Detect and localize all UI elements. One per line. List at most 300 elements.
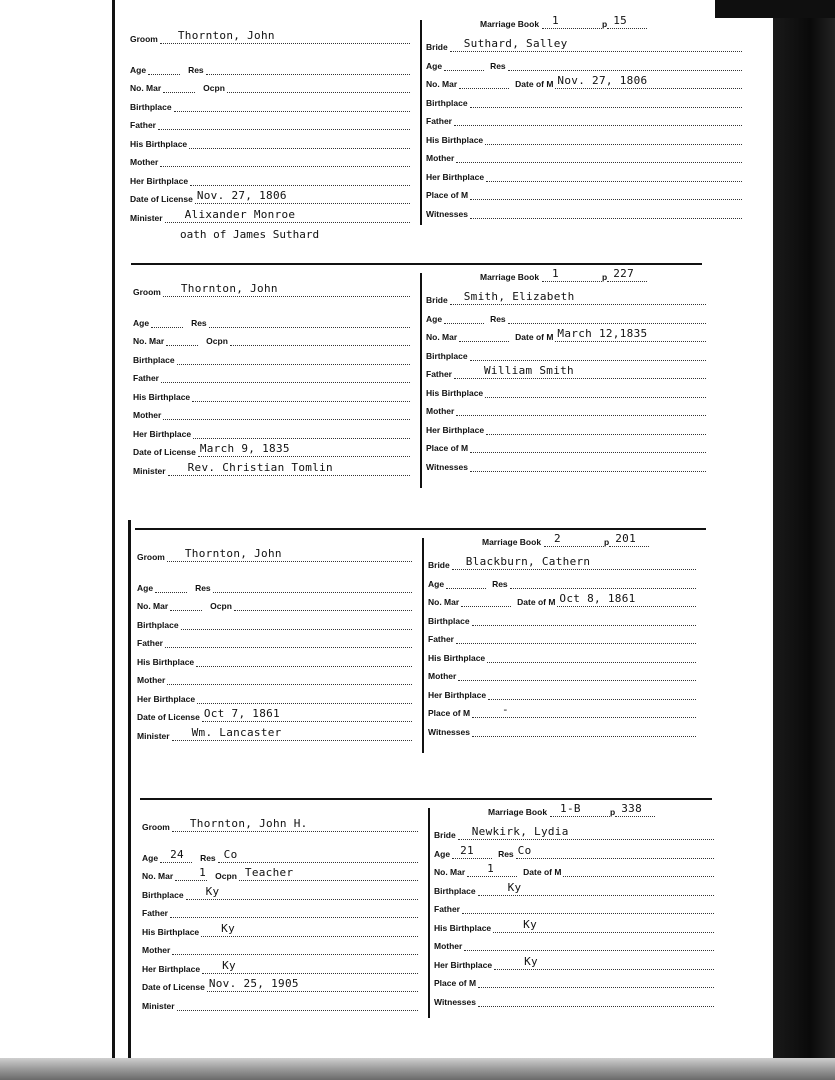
bride-label: Bride	[426, 295, 448, 305]
no_mar-label: No. Mar	[137, 601, 169, 611]
groom-field-row	[133, 312, 410, 328]
minister-value: Alixander Monroe	[184, 207, 296, 221]
birthplace-label: Birthplace	[426, 350, 468, 361]
groom-field-row	[142, 921, 418, 937]
mother-label: Mother	[142, 945, 171, 955]
father-field	[158, 117, 410, 130]
witnesses-field	[470, 459, 706, 472]
place_of_m-field	[470, 440, 706, 453]
no_mar-field	[467, 864, 517, 877]
res-field	[206, 62, 410, 75]
father-label: Father	[434, 904, 460, 914]
bride-field	[458, 827, 714, 840]
no_mar-field	[459, 76, 509, 89]
birthplace-value: Ky	[205, 884, 220, 898]
groom-field-row	[130, 77, 410, 93]
bride-field-row	[428, 684, 696, 700]
bride-field-row	[426, 419, 706, 435]
his_birthplace-field	[201, 921, 418, 937]
license-value: Nov. 25, 1905	[208, 977, 299, 990]
father-field	[454, 113, 742, 126]
her_birthplace-label: Her Birthplace	[426, 171, 485, 182]
date_of_m-label: Date of M	[517, 597, 556, 607]
bride-label: Bride	[426, 42, 448, 52]
age-field	[444, 311, 484, 324]
groom-field-row	[137, 632, 412, 648]
groom-field-row	[142, 847, 418, 863]
date_of_m-field	[563, 864, 714, 877]
groom-field-row	[137, 577, 412, 593]
license-value: March 9, 1835	[199, 442, 290, 455]
his_birthplace-field	[485, 385, 706, 398]
age-label: Age	[426, 60, 443, 71]
date_of_m-value: Oct 8, 1861	[559, 592, 636, 605]
ocpn-field	[239, 868, 418, 881]
her_birthplace-field	[193, 426, 410, 439]
res-label: Res	[498, 848, 514, 859]
record-separator-line	[135, 528, 706, 530]
her_birthplace-field	[486, 422, 706, 435]
mother-field	[163, 407, 410, 420]
page-number-field	[615, 804, 655, 817]
page-number: 338	[621, 802, 643, 815]
her_birthplace-label: Her Birthplace	[137, 693, 196, 704]
bride-field-row	[426, 36, 742, 52]
groom-field	[160, 31, 410, 44]
bride-field-row	[426, 184, 742, 200]
mother-field	[160, 154, 410, 167]
res-field	[209, 315, 410, 328]
b_his_birthplace-value: Ky	[523, 917, 538, 931]
bride-field-row	[426, 382, 706, 398]
bride-field-row	[434, 861, 714, 877]
groom-field-row	[137, 688, 412, 704]
age-label: Age	[130, 64, 147, 75]
no_mar-label: No. Mar	[142, 871, 174, 881]
her_birthplace-field	[197, 691, 412, 704]
bride-field-row	[434, 954, 714, 970]
groom-field-row	[137, 706, 412, 722]
birthplace-field	[174, 99, 410, 112]
ocpn-label: Ocpn	[203, 83, 225, 93]
groom-field-row	[137, 651, 412, 667]
bride-field-row	[428, 610, 696, 626]
birthplace-label: Birthplace	[130, 101, 172, 112]
groom-value: Thornton, John	[180, 282, 278, 295]
age-field	[148, 62, 180, 75]
bride-field-row	[428, 702, 696, 718]
mother-field	[172, 942, 418, 955]
father-label: Father	[426, 369, 452, 379]
minister-field	[165, 207, 410, 223]
minister-label: Minister	[133, 465, 166, 476]
book-number-field	[550, 804, 610, 817]
page-number-field	[607, 16, 647, 29]
res-value: Co	[223, 847, 238, 861]
ocpn-label: Ocpn	[206, 336, 228, 346]
marriage-book-label: Marriage Book	[480, 272, 540, 282]
b_birthplace-value: Ky	[507, 880, 522, 894]
father-label: Father	[137, 638, 163, 648]
witnesses-label: Witnesses	[434, 996, 476, 1007]
date_of_license-field	[198, 444, 410, 457]
no_mar-field	[166, 333, 198, 346]
her_birthplace-value: Ky	[222, 958, 236, 972]
bride-field-row	[428, 573, 696, 589]
no_mar-label: No. Mar	[130, 83, 162, 93]
place_of_m-label: Place of M	[434, 978, 477, 988]
res-field	[508, 311, 706, 324]
bride-field-row	[428, 721, 696, 737]
witnesses-label: Witnesses	[428, 726, 470, 737]
groom-field-row	[142, 958, 418, 974]
bride-field-row	[426, 308, 706, 324]
father-label: Father	[428, 634, 454, 644]
bride-field	[450, 39, 742, 52]
groom-field-row	[133, 367, 410, 383]
date_of_m-label: Date of M	[523, 867, 562, 877]
witnesses-field	[470, 206, 742, 219]
groom-field-row	[133, 460, 410, 476]
b_res-value: Co	[517, 843, 532, 857]
place_of_m-field	[478, 975, 714, 988]
no_mar-label: No. Mar	[428, 597, 460, 607]
his_birthplace-label: His Birthplace	[428, 652, 486, 663]
witnesses-label: Witnesses	[426, 208, 468, 219]
no_mar-label: No. Mar	[426, 332, 458, 342]
date_of_license-label: Date of License	[142, 982, 205, 992]
res-label: Res	[490, 313, 506, 324]
column-divider	[428, 808, 430, 1018]
her_birthplace-label: Her Birthplace	[426, 424, 485, 435]
age-field	[155, 580, 187, 593]
bride-field	[452, 557, 696, 570]
groom-field-row	[133, 281, 410, 297]
record-separator-line	[140, 798, 712, 800]
bride-field-row	[434, 898, 714, 914]
minister-field	[177, 998, 418, 1011]
her_birthplace-label: Her Birthplace	[428, 689, 487, 700]
minister-value: Wm. Lancaster	[191, 725, 282, 739]
no_mar-field	[170, 598, 202, 611]
age-label: Age	[434, 848, 451, 859]
father-label: Father	[133, 373, 159, 383]
no_mar-value: 1	[199, 866, 207, 879]
bride-value: Smith, Elizabeth	[463, 290, 575, 303]
book-number: 1	[552, 14, 559, 27]
bride-field-row	[426, 437, 706, 453]
mother-field	[458, 668, 696, 681]
bride-field-row	[428, 628, 696, 644]
bride-field-row	[426, 147, 742, 163]
no_mar-field	[175, 868, 207, 881]
his_birthplace-field	[485, 132, 742, 145]
bride-field-row	[426, 110, 742, 126]
groom-field-row	[137, 725, 412, 741]
bride-field-row	[434, 935, 714, 951]
res-field	[516, 843, 714, 859]
marriage-record-card	[131, 265, 712, 505]
groom-value: Thornton, John	[177, 29, 275, 42]
column-divider	[420, 20, 422, 225]
groom-field-row	[137, 669, 412, 685]
groom-field-row	[130, 96, 410, 112]
birthplace-label: Birthplace	[137, 619, 179, 630]
groom-field-row	[142, 884, 418, 900]
date_of_m-field	[555, 76, 742, 89]
birthplace-field	[470, 348, 706, 361]
page-label: p	[610, 807, 616, 817]
res-label: Res	[200, 852, 216, 863]
marriage-book-label: Marriage Book	[480, 19, 540, 29]
birthplace-label: Birthplace	[428, 615, 470, 626]
bride-field-row	[428, 647, 696, 663]
marriage-book-ref	[480, 16, 647, 29]
ocpn-label: Ocpn	[210, 601, 232, 611]
page-edge-line	[112, 0, 115, 1080]
date_of_license-label: Date of License	[130, 194, 193, 204]
no_mar-field	[459, 329, 509, 342]
date_of_license-field	[195, 191, 410, 204]
bride-value: Newkirk, Lydia	[471, 825, 569, 838]
bride-field-row	[426, 73, 742, 89]
mother-label: Mother	[426, 153, 455, 163]
b_age-value: 21	[460, 843, 474, 857]
minister-label: Minister	[130, 212, 163, 223]
groom-field-row	[142, 939, 418, 955]
date_of_m-label: Date of M	[515, 79, 554, 89]
page-number-field	[607, 269, 647, 282]
her_birthplace-field	[488, 687, 696, 700]
book-number: 1-B	[560, 802, 581, 815]
father-field	[456, 631, 696, 644]
res-label: Res	[188, 64, 204, 75]
witnesses-label: Witnesses	[426, 461, 468, 472]
father-field	[165, 635, 412, 648]
groom-field-row	[130, 188, 410, 204]
groom-value: Thornton, John H.	[189, 817, 308, 830]
mother-label: Mother	[137, 675, 166, 685]
birthplace-label: Birthplace	[133, 354, 175, 365]
groom-field-row	[133, 386, 410, 402]
groom-field-row	[142, 995, 418, 1011]
her_birthplace-field	[494, 954, 714, 970]
page-number: 201	[615, 532, 637, 545]
bride-field-row	[426, 326, 706, 342]
bride-field-row	[426, 129, 742, 145]
bride-field-row	[426, 400, 706, 416]
witnesses-field	[478, 994, 714, 1007]
age-field	[446, 576, 486, 589]
her_birthplace-label: Her Birthplace	[434, 959, 493, 970]
groom-field-row	[130, 114, 410, 130]
bride-value: Suthard, Salley	[463, 37, 568, 50]
age-label: Age	[133, 317, 150, 328]
mother-field	[456, 150, 742, 163]
groom-field	[167, 549, 412, 562]
age-field	[160, 847, 192, 863]
his_birthplace-label: His Birthplace	[426, 134, 484, 145]
marriage-record-card	[140, 800, 720, 1040]
his_birthplace-field	[487, 650, 696, 663]
marriage-record-card	[128, 12, 748, 252]
age-field	[452, 843, 492, 859]
groom-field-row	[130, 59, 410, 75]
his_birthplace-label: His Birthplace	[434, 922, 492, 933]
groom-field	[172, 819, 418, 832]
groom-field-row	[130, 207, 410, 223]
bride-field-row	[426, 92, 742, 108]
bride-field-row	[428, 665, 696, 681]
mother-label: Mother	[426, 406, 455, 416]
father-label: Father	[130, 120, 156, 130]
his_birthplace-field	[192, 389, 410, 402]
bride-field-row	[426, 456, 706, 472]
bride-field-row	[434, 972, 714, 988]
age-label: Age	[428, 578, 445, 589]
groom-field-row	[133, 423, 410, 439]
marriage-book-ref	[480, 269, 647, 282]
groom-field-row	[133, 349, 410, 365]
record-separator-line	[131, 263, 702, 265]
mother-field	[167, 672, 412, 685]
film-edge-bottom	[0, 1058, 835, 1080]
b_no_mar-value: 1	[487, 862, 495, 875]
birthplace-field	[478, 880, 714, 896]
father-label: Father	[426, 116, 452, 126]
date_of_license-label: Date of License	[137, 712, 200, 722]
groom-field-row	[137, 546, 412, 562]
place_of_m-value: -	[502, 703, 509, 716]
column-divider	[422, 538, 424, 753]
page-label: p	[602, 272, 608, 282]
his_birthplace-field	[189, 136, 410, 149]
her_birthplace-field	[202, 958, 418, 974]
res-field	[218, 847, 418, 863]
his_birthplace-field	[196, 654, 412, 667]
his_birthplace-field	[493, 917, 714, 933]
bride-field-row	[428, 591, 696, 607]
bride-label: Bride	[428, 560, 450, 570]
place_of_m-label: Place of M	[428, 708, 471, 718]
no_mar-field	[163, 80, 195, 93]
groom-field-row	[130, 170, 410, 186]
mother-field	[456, 403, 706, 416]
bride-field-row	[428, 554, 696, 570]
age-label: Age	[137, 582, 154, 593]
groom-label: Groom	[142, 822, 170, 832]
license-value: Oct 7, 1861	[203, 707, 280, 720]
groom-label: Groom	[130, 34, 158, 44]
her_birthplace-label: Her Birthplace	[130, 175, 189, 186]
marriage-book-label: Marriage Book	[482, 537, 542, 547]
age-value: 24	[170, 847, 184, 861]
bride-field	[450, 292, 706, 305]
birthplace-label: Birthplace	[142, 889, 184, 900]
groom-field-row	[130, 28, 410, 44]
groom-field-row	[142, 816, 418, 832]
age-field	[151, 315, 183, 328]
mother-label: Mother	[130, 157, 159, 167]
place_of_m-label: Place of M	[426, 190, 469, 200]
his_birthplace-label: His Birthplace	[142, 926, 200, 937]
date_of_m-value: Nov. 27, 1806	[557, 74, 648, 87]
record-note: oath of James Suthard	[180, 228, 320, 241]
birthplace-field	[177, 352, 410, 365]
birthplace-field	[470, 95, 742, 108]
groom-field-row	[133, 330, 410, 346]
father-field	[454, 366, 706, 379]
birthplace-field	[181, 617, 412, 630]
bride-field-row	[426, 363, 706, 379]
ocpn-value: Teacher	[244, 866, 294, 879]
groom-label: Groom	[137, 552, 165, 562]
bride-field-row	[426, 166, 742, 182]
license-value: Nov. 27, 1806	[196, 189, 287, 202]
date_of_license-field	[207, 979, 418, 992]
b_father-value: William Smith	[483, 364, 574, 377]
mother-label: Mother	[428, 671, 457, 681]
column-divider	[420, 273, 422, 488]
res-field	[508, 58, 742, 71]
birthplace-field	[186, 884, 418, 900]
mother-label: Mother	[434, 941, 463, 951]
ocpn-field	[234, 598, 412, 611]
res-label: Res	[191, 317, 207, 328]
marriage-book-label: Marriage Book	[488, 807, 548, 817]
groom-field-row	[133, 404, 410, 420]
date_of_m-field	[555, 329, 706, 342]
page-label: p	[604, 537, 610, 547]
ocpn-field	[227, 80, 410, 93]
no_mar-label: No. Mar	[426, 79, 458, 89]
date_of_license-field	[202, 709, 412, 722]
b_her_birthplace-value: Ky	[524, 954, 538, 968]
groom-field-row	[130, 151, 410, 167]
no_mar-label: No. Mar	[434, 867, 466, 877]
bride-field-row	[426, 345, 706, 361]
place_of_m-label: Place of M	[426, 443, 469, 453]
her_birthplace-field	[486, 169, 742, 182]
left-margin	[0, 0, 112, 1080]
his_birthplace-value: Ky	[221, 921, 236, 935]
page-label: p	[602, 19, 608, 29]
bride-label: Bride	[434, 830, 456, 840]
bride-field-row	[434, 917, 714, 933]
marriage-book-ref	[488, 804, 655, 817]
date_of_license-label: Date of License	[133, 447, 196, 457]
groom-field-row	[142, 976, 418, 992]
res-field	[510, 576, 696, 589]
marriage-record-card	[135, 530, 702, 770]
birthplace-label: Birthplace	[434, 885, 476, 896]
groom-label: Groom	[133, 287, 161, 297]
res-label: Res	[195, 582, 211, 593]
film-edge-right	[773, 0, 835, 1080]
father-field	[462, 901, 714, 914]
res-label: Res	[490, 60, 506, 71]
bride-field-row	[434, 880, 714, 896]
date_of_m-value: March 12,1835	[557, 327, 648, 340]
father-field	[161, 370, 410, 383]
groom-value: Thornton, John	[184, 547, 282, 560]
age-label: Age	[426, 313, 443, 324]
age-field	[444, 58, 484, 71]
date_of_m-field	[557, 594, 696, 607]
age-label: Age	[142, 852, 159, 863]
witnesses-field	[472, 724, 696, 737]
minister-field	[172, 725, 412, 741]
